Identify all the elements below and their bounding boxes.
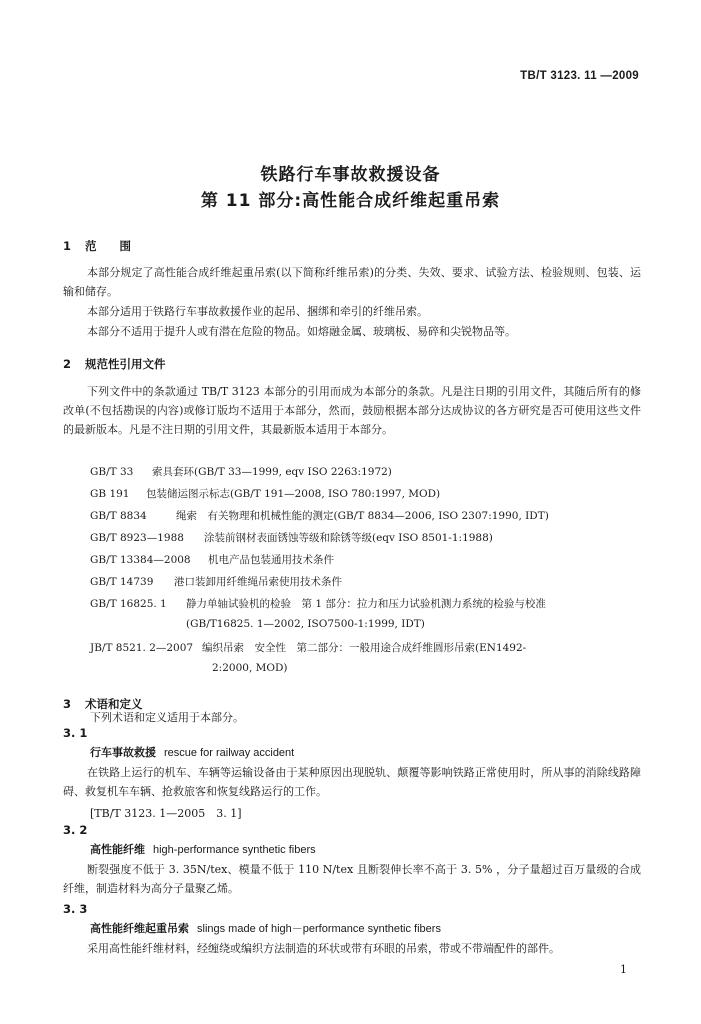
reference-continuation: (GB/T16825. 1—2002, ISO7500-1:1999, IDT) bbox=[186, 618, 425, 630]
section-number: 3 bbox=[63, 697, 72, 711]
term-definition: 在铁路上运行的机车、车辆等运输设备由于某种原因出现脱轨、颠覆等影响铁路正常使用时，所从事的消除线路障碍、救复机车车辆、抢救旅客和恢复线路运行的工作。 bbox=[63, 766, 641, 798]
reference-item bbox=[90, 530, 493, 545]
reference-title: 静力单轴试验机的检验 第 1 部分：拉力和压力试验机测力系统的检验与校准 bbox=[186, 598, 546, 610]
reference-item bbox=[90, 486, 440, 501]
term-source: [TB/T 3123. 1—2005 3. 1] bbox=[90, 807, 242, 820]
section-title: 术语和定义 bbox=[85, 697, 143, 711]
reference-code: GB/T 13384—2008 bbox=[90, 554, 191, 566]
page-number: 1 bbox=[620, 963, 627, 976]
reference-code: GB 191 bbox=[90, 488, 130, 500]
reference-item bbox=[90, 464, 392, 479]
reference-code: GB/T 8834 bbox=[90, 510, 147, 522]
term-entry bbox=[90, 744, 294, 760]
section-2-heading bbox=[63, 356, 166, 372]
reference-title: 涂装前钢材表面锈蚀等级和除锈等级(eqv ISO 8501-1:1988) bbox=[204, 532, 493, 544]
document-title-line1: 铁路行车事故救援设备 bbox=[260, 165, 441, 185]
clause-number: 3. 2 bbox=[63, 823, 88, 837]
term-definition: 断裂强度不低于 3. 35N/tex、模量不低于 110 N/tex 且断裂伸长率不高于 3. 5% ，分子量超过百万量级的合成纤维，制造材料为高分子量聚乙烯。 bbox=[63, 863, 641, 895]
reference-item bbox=[90, 508, 549, 523]
reference-title: 编织吊索 安全性 第二部分：一般用途合成纤维圆形吊索(EN1492- bbox=[202, 642, 527, 654]
reference-title: 机电产品包装通用技术条件 bbox=[208, 554, 334, 566]
reference-code: GB/T 16825. 1 bbox=[90, 598, 167, 610]
clause-number: 3. 1 bbox=[63, 726, 88, 740]
term-zh: 高性能纤维起重吊索 bbox=[90, 922, 189, 935]
paragraph: 本部分不适用于提升人或有潜在危险的物品。如熔融金属、玻璃板、易碎和尖锐物品等。 bbox=[87, 325, 516, 338]
paragraph: 本部分适用于铁路行车事故救援作业的起吊、捆绑和牵引的纤维吊索。 bbox=[87, 305, 428, 318]
clause-number: 3. 3 bbox=[63, 902, 88, 916]
section-1-heading bbox=[63, 238, 131, 254]
reference-title: 港口装卸用纤维绳吊索使用技术条件 bbox=[174, 576, 342, 588]
term-en: high-performance synthetic fibers bbox=[153, 844, 316, 856]
section-number: 1 bbox=[63, 239, 72, 253]
reference-item bbox=[90, 574, 342, 589]
term-en: slings made of high－performance synthetic fibers bbox=[197, 923, 441, 935]
term-en: rescue for railway accident bbox=[164, 747, 295, 759]
reference-code: JB/T 8521. 2—2007 bbox=[90, 642, 194, 654]
reference-title: 绳索 有关物理和机械性能的测定(GB/T 8834—2006, ISO 2307:1990, IDT) bbox=[176, 510, 549, 522]
reference-title: 索具套环(GB/T 33—1999, eqv ISO 2263:1972) bbox=[152, 466, 392, 478]
term-definition: 采用高性能纤维材料，经缠绕或编织方法制造的环状或带有环眼的吊索，带或不带端配件的部件。 bbox=[87, 942, 560, 955]
paragraph: 下列术语和定义适用于本部分。 bbox=[90, 711, 244, 724]
paragraph: 下列文件中的条款通过 TB/T 3123 本部分的引用而成为本部分的条款。凡是注日期的引用文件，其随后所有的修改单(不包括勘误的内容)或修订版均不适用于本部分，然而，鼓励根据本部分达成协议的各方研究是否可使用这些文件的最新版本。凡是不注日期的引用文件，其最新版本适用于本部分。 bbox=[63, 385, 641, 436]
reference-code: GB/T 33 bbox=[90, 466, 134, 478]
document-title-line2: 第 11 部分:高性能合成纤维起重吊索 bbox=[200, 191, 501, 211]
section-title: 规范性引用文件 bbox=[85, 357, 166, 371]
reference-item bbox=[90, 596, 546, 611]
standard-code-header: TB/T 3123. 11 —2009 bbox=[520, 70, 639, 82]
section-number: 2 bbox=[63, 357, 72, 371]
reference-code: GB/T 8923—1988 bbox=[90, 532, 184, 544]
paragraph: 本部分规定了高性能合成纤维起重吊索(以下简称纤维吊索)的分类、失效、要求、试验方法、检验规则、包装、运输和储存。 bbox=[63, 266, 641, 298]
term-zh: 行车事故救援 bbox=[90, 746, 156, 759]
reference-continuation: 2:2000, MOD) bbox=[212, 662, 288, 674]
section-title: 范 围 bbox=[85, 239, 131, 253]
reference-item bbox=[90, 552, 334, 567]
reference-code: GB/T 14739 bbox=[90, 576, 154, 588]
term-entry bbox=[90, 920, 441, 936]
term-entry bbox=[90, 841, 316, 857]
reference-title: 包装储运图示标志(GB/T 191—2008, ISO 780:1997, MOD) bbox=[146, 488, 441, 500]
reference-item bbox=[90, 640, 526, 655]
term-zh: 高性能纤维 bbox=[90, 843, 145, 856]
